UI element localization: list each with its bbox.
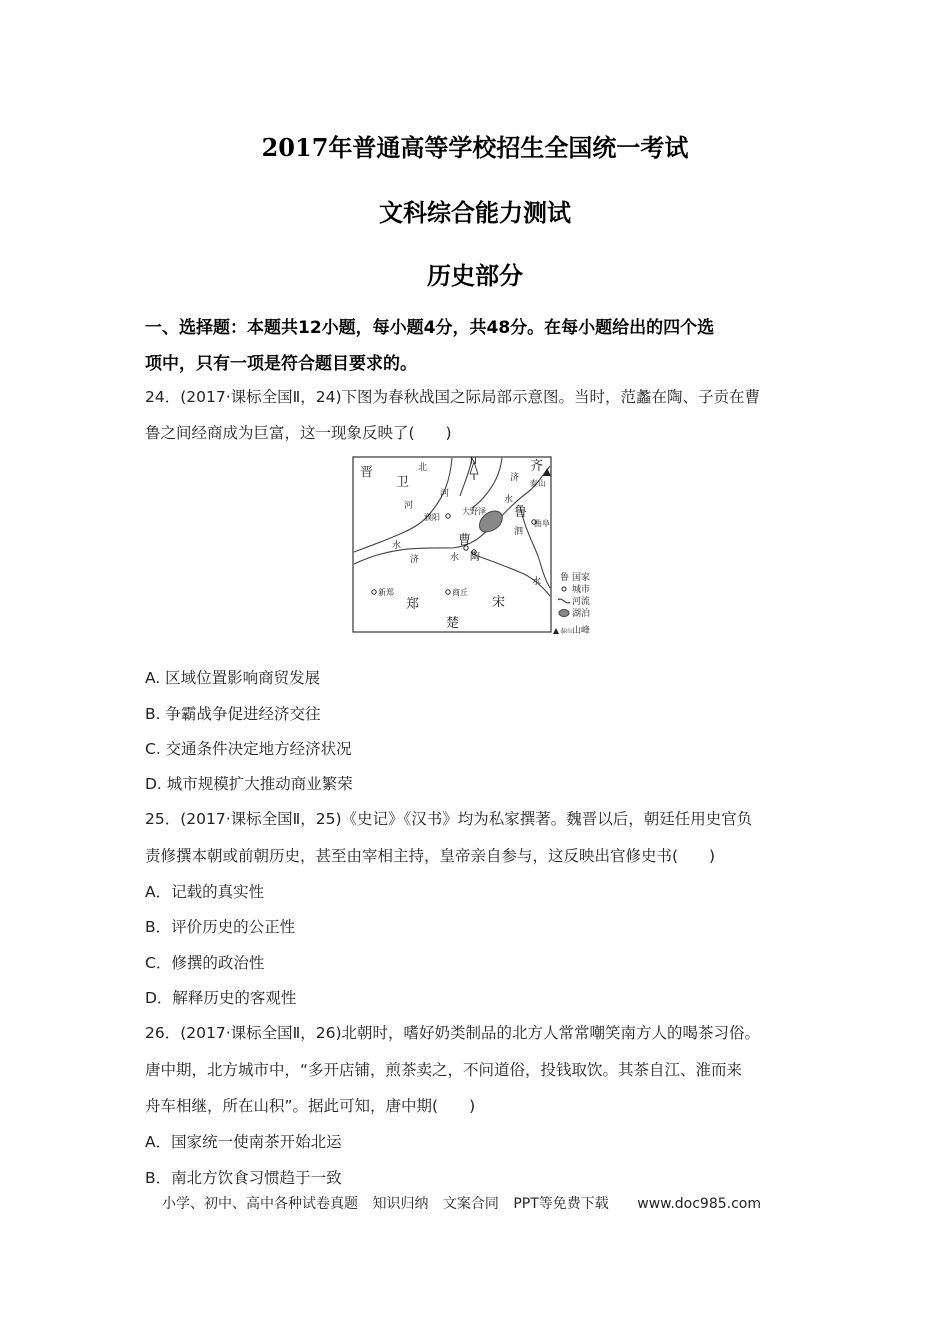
label-cao: 曹 — [458, 533, 472, 548]
label-shangqiu: 商丘 — [452, 588, 468, 597]
legend-lake: 湖泊 — [572, 609, 591, 619]
river-char-bei: 北 — [418, 463, 428, 473]
footer-item: PPT等免费下载 — [513, 1196, 609, 1212]
q24-option-d: D. 城市规模扩大推动商业繁荣 — [145, 775, 353, 793]
q25-option-d: D．解释历史的客观性 — [145, 989, 297, 1007]
footer-url-link[interactable]: www.doc985.com — [637, 1196, 761, 1212]
q26-option-a: A．国家统一使南茶开始北运 — [145, 1133, 342, 1151]
footer-item: 文案合同 — [442, 1196, 499, 1212]
legend-country-sample: 鲁 — [560, 573, 570, 583]
legend-country: 国家 — [572, 573, 591, 583]
q24-stem-line-1: 24．(2017·课标全国Ⅱ，24)下图为春秋战国之际局部示意图。当时，范蠡在陶、子贡在曹 — [145, 388, 761, 406]
label-lu: 鲁 — [514, 505, 528, 520]
legend-peak: 山峰 — [572, 626, 591, 636]
label-qi: 齐 — [530, 459, 544, 474]
q24-option-b: B. 争霸战争促进经济交往 — [145, 705, 321, 723]
north-label: N — [470, 457, 477, 467]
label-taishan: 泰山 — [530, 479, 546, 488]
river-char-he: 河 — [440, 489, 450, 499]
q24-stem-line-2: 鲁之间经商成为巨富，这一现象反映了( ) — [145, 424, 452, 442]
river-char-ji2: 济 — [410, 555, 420, 565]
river-char-ji1: 济 — [510, 473, 520, 483]
map-frame — [353, 457, 551, 632]
section-title: 历史部分 — [427, 261, 523, 290]
q26-stem-line-1: 26．(2017·课标全国Ⅱ，26)北朝时，嗜好奶类制品的北方人常常嘲笑南方人的喝茶习俗。 — [145, 1024, 761, 1042]
label-dayeze: 大野泽 — [462, 507, 486, 516]
river-char-shui4: 水 — [532, 577, 542, 587]
instructions-line-2: 项中，只有一项是符合题目要求的。 — [145, 354, 417, 374]
legend-peak-icon — [553, 628, 559, 634]
legend-river-icon — [558, 599, 570, 603]
label-chu: 楚 — [446, 616, 460, 631]
label-xinzheng: 新郑 — [378, 588, 394, 597]
q26-stem-line-2: 唐中期，北方城市中，“多开店铺，煎茶卖之，不问道俗，投钱取饮。其茶自江、淮而来 — [145, 1061, 743, 1079]
river-char-si: 泗 — [514, 527, 524, 537]
river-char-shui1: 水 — [504, 495, 514, 505]
q24-option-c: C. 交通条件决定地方经济状况 — [145, 740, 352, 758]
q25-stem-line-2: 责修撰本朝或前朝历史，甚至由宰相主持，皇帝亲自参与，这反映出官修史书( ) — [145, 847, 716, 865]
q26-option-b: B．南北方饮食习惯趋于一致 — [145, 1169, 342, 1187]
exam-title: 2017年普通高等学校招生全国统一考试 — [261, 133, 689, 162]
label-qufu: 曲阜 — [534, 519, 550, 528]
river-char-he2: 河 — [404, 501, 414, 511]
legend-city-icon — [562, 587, 566, 591]
legend-lake-icon — [559, 610, 569, 617]
label-jin: 晋 — [360, 465, 374, 480]
label-wei: 卫 — [396, 475, 410, 490]
footer — [162, 1193, 771, 1213]
legend-river: 河流 — [572, 597, 591, 607]
subject-title: 文科综合能力测试 — [379, 198, 571, 227]
legend-peak-sample: 泰山 — [560, 628, 573, 635]
xinzheng-dot — [372, 590, 376, 594]
footer-item: 小学、初中、高中各种试卷真题 — [162, 1196, 358, 1212]
q25-option-a: A．记载的真实性 — [145, 883, 265, 901]
label-song: 宋 — [492, 595, 506, 610]
q26-stem-line-3: 舟车相继，所在山积”。据此可知，唐中期( ) — [145, 1097, 476, 1115]
q25-option-c: C．修撰的政治性 — [145, 954, 265, 972]
q24-option-a: A. 区域位置影响商贸发展 — [145, 669, 321, 687]
shangqiu-dot — [446, 590, 450, 594]
map-legend — [553, 571, 590, 636]
instructions-line-1: 一、选择题：本题共12小题，每小题4分，共48分。在每小题给出的四个选 — [145, 318, 715, 338]
label-zheng: 郑 — [406, 597, 420, 612]
puyang-dot — [446, 514, 450, 518]
q25-stem-line-1: 25．(2017·课标全国Ⅱ，25)《史记》《汉书》均为私家撰著。魏晋以后，朝廷任用史官负 — [145, 810, 753, 828]
river-char-shui3: 水 — [392, 541, 402, 551]
river-char-shui2: 水 — [450, 553, 460, 563]
legend-city: 城市 — [572, 585, 591, 595]
q25-option-b: B．评价历史的公正性 — [145, 918, 296, 936]
label-puyang: 濮阳 — [424, 513, 440, 522]
label-tao: 陶 — [470, 552, 480, 563]
footer-item: 知识归纳 — [372, 1196, 429, 1212]
spring-autumn-map — [352, 456, 602, 636]
